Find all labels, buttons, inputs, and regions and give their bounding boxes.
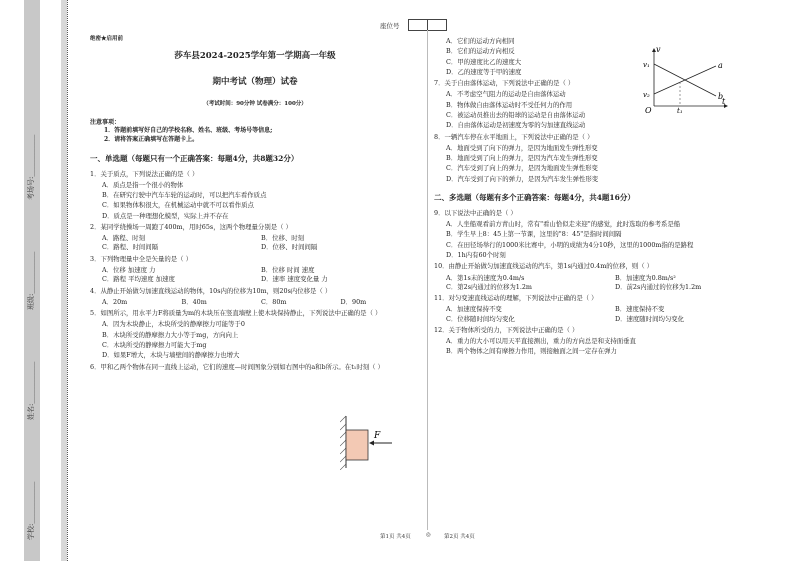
question-12: 12．关于物体所受的力，下列说法中正确的是（ ） — [434, 325, 579, 334]
question-2: 2．某同学绕操场一周跑了400m，用时65s，这两个物理量分别是（ ） — [90, 222, 292, 231]
q5-option-a[interactable]: A．因为木块静止，木块所受的静摩擦力可能等于0 — [102, 320, 245, 329]
q4-option-b[interactable]: B．40m — [181, 297, 207, 306]
force-label: F — [374, 431, 381, 441]
question-10: 10．由静止开始做匀加速直线运动的汽车，第1s内通过0.4m的位移，则（ ） — [434, 262, 654, 271]
q2-option-d[interactable]: D．位移、时间间隔 — [261, 243, 318, 252]
q5-option-c[interactable]: C．木块所受的静摩擦力可能大于mg — [102, 341, 207, 349]
wood-block — [346, 430, 368, 460]
section-2-title: 二、多选题（每题有多个正确答案：每题4分，共4题16分） — [434, 192, 635, 202]
q3-option-c[interactable]: C．路程 平均速度 加速度 — [102, 275, 175, 284]
q2-option-a[interactable]: A．路程、时刻 — [102, 234, 145, 243]
page-left — [90, 36, 420, 374]
q4-option-a[interactable]: A．20m — [102, 297, 128, 306]
q12-option-a[interactable]: A．重力的大小可以用天平直接测出，重力的方向总是和支持面垂直 — [446, 337, 636, 346]
school-field[interactable]: 学校:____________ — [27, 481, 35, 540]
footer-left-page: 第1页 共4页 — [380, 534, 411, 540]
q11-option-b[interactable]: B．速度保持不变 — [615, 305, 665, 314]
q3-option-d[interactable]: D．速率 速度变化量 力 — [261, 275, 328, 284]
binding-cut-line — [67, 0, 68, 561]
wall-hatch — [340, 416, 346, 470]
q6-option-b[interactable]: B．它们的运动方向相反 — [446, 47, 515, 56]
q8-option-c[interactable]: C．汽车受到了向上的弹力，是因为地面发生弹性形变 — [446, 164, 598, 173]
q10-option-c[interactable]: C．第2s内通过的位移为1.2m — [446, 282, 532, 291]
line-b-label: b — [718, 92, 724, 101]
v-axis-label: v — [656, 45, 661, 54]
q7-option-d[interactable]: D．自由落体运动是初速度为零的匀加速直线运动 — [446, 121, 586, 130]
exam-no-field[interactable]: 考场号:____________ — [27, 134, 35, 200]
q7-option-a[interactable]: A．不考虑空气阻力的运动是自由落体运动 — [446, 90, 566, 99]
seat-box[interactable] — [428, 19, 447, 31]
q9-option-a[interactable]: A．人坐船观看前方青山时，常有"看山恰似走来迎"的感觉，此时选取的参考系是船 — [446, 220, 681, 229]
seat-number — [380, 19, 447, 31]
question-5: 5．如图所示，用水平力F将质量为m的木块压在竖直墙壁上使木块保持静止，下列说法中正确的是（ ） — [90, 309, 382, 318]
name-field[interactable]: 姓名:____________ — [27, 361, 35, 420]
q7-option-b[interactable]: B．物体做自由落体运动时不受任何力的作用 — [446, 100, 573, 109]
line-a — [654, 66, 716, 94]
q11-option-a[interactable]: A．加速度保持不变 — [446, 305, 502, 314]
q11-option-d[interactable]: D．速度随时间均匀变化 — [615, 314, 685, 323]
q3-option-a[interactable]: A．位移 加速度 力 — [102, 266, 156, 275]
footer-separator-icon: ◎ — [426, 532, 431, 538]
page-right — [434, 36, 784, 358]
secret-mark: 绝密★启用前 — [90, 36, 124, 42]
q6-option-a[interactable]: A．它们的运动方向相同 — [446, 37, 515, 45]
question-4: 4．从静止开始做匀加速直线运动的物体，10s内的位移为10m，则20s内位移是（ ） — [90, 286, 332, 295]
seat-number-label: 座位号 — [380, 21, 400, 30]
q5-option-d[interactable]: D．如果F增大，木块与墙壁间的静摩擦力也增大 — [102, 351, 240, 360]
v2-label: v₂ — [643, 91, 650, 99]
question-7: 7．关于自由落体运动，下列说法中正确的是（ ） — [434, 79, 575, 88]
q8-option-b[interactable]: B．地面受到了向上的弹力，是因为汽车发生弹性形变 — [446, 154, 598, 163]
q1-option-b[interactable]: B．在研究行驶中汽车车轮的运动时，可以把汽车看作质点 — [102, 191, 267, 200]
q4-option-c[interactable]: C．80m — [261, 297, 287, 306]
section-1-title: 一、单选题（每题只有一个正确答案：每题4分，共8题32分） — [90, 153, 299, 163]
exam-meta: （考试时间：90分钟 试卷满分：100分） — [203, 100, 307, 107]
page-divider — [427, 30, 428, 530]
question-9: 9．以下说法中正确的是（ ） — [434, 208, 517, 217]
question-6: 6．甲和乙两个物体在同一直线上运动，它们的速度—时间图象分别如右图中的a和b所示。在t₁时刻（ ） — [90, 362, 384, 371]
class-field[interactable]: 班级:____________ — [27, 251, 35, 310]
exam-subtitle: 期中考试（物理）试卷 — [212, 77, 298, 88]
q1-option-d[interactable]: D．质点是一种理想化模型，实际上并不存在 — [102, 211, 229, 220]
q8-option-d[interactable]: D．汽车受到了向下的弹力，是因为汽车发生弹性形变 — [446, 174, 599, 183]
question-8: 8．一辆汽车停在水平地面上，下列说法中正确的是（ ） — [434, 132, 594, 141]
t1-label: t₁ — [677, 107, 683, 114]
q6-option-d[interactable]: D．乙的速度等于甲的速度 — [446, 67, 522, 76]
note-item: 1．答题前填写好自己的学校名称、姓名、班级、考场号等信息; — [104, 127, 273, 135]
q9-option-d[interactable]: D．1h内有60个时刻 — [446, 250, 506, 259]
q6-option-c[interactable]: C．甲的速度比乙的速度大 — [446, 57, 522, 66]
q1-option-c[interactable]: C．如果物体积很大，在机械运动中就不可以看作质点 — [102, 201, 254, 210]
q12-option-b[interactable]: B．两个物体之间有摩擦力作用，则接触面之间一定存在弹力 — [446, 347, 617, 356]
q1-option-a[interactable]: A．质点是指一个很小的物体 — [102, 180, 184, 189]
q9-option-c[interactable]: C．在田径场举行的1000米比赛中，小明的成绩为4分10秒，这里的1000m指的是路程 — [446, 240, 694, 249]
q3-option-b[interactable]: B．位移 时间 速度 — [261, 266, 315, 275]
question-3: 3．下列物理量中全是矢量的是（ ） — [90, 254, 192, 263]
q11-option-c[interactable]: C．位移随时间均匀变化 — [446, 314, 515, 323]
q10-option-d[interactable]: D．前2s内通过的位移为1.2m — [615, 282, 702, 291]
q5-figure — [340, 414, 410, 470]
question-11: 11．对匀变速直线运动的理解，下列说法中正确的是（ ） — [434, 294, 598, 303]
seat-box[interactable] — [408, 19, 428, 31]
exam-title: 莎车县2024-2025学年第一学期高一年级 — [174, 50, 336, 61]
origin-label: O — [645, 106, 652, 114]
q10-option-a[interactable]: A．第1s末的速度为0.4m/s — [446, 273, 525, 282]
t-axis-label: t — [722, 97, 726, 106]
force-arrow-head — [369, 441, 374, 446]
footer-right-page: 第2页 共4页 — [444, 534, 475, 540]
q2-option-c[interactable]: C．路程、时间间隔 — [102, 243, 159, 252]
line-a-label: a — [718, 61, 723, 70]
notes-title: 注意事项： — [90, 118, 121, 126]
note-item: 2．请将答案正确填写在答题卡上。 — [104, 135, 199, 143]
binding-strip — [0, 0, 68, 561]
q10-option-b[interactable]: B．加速度为0.8m/s² — [615, 273, 676, 282]
question-1: 1．关于质点，下列说法正确的是（ ） — [90, 169, 199, 178]
q2-option-b[interactable]: B．位移、时刻 — [261, 234, 305, 243]
q8-option-a[interactable]: A．地面受到了向下的弹力，是因为地面发生弹性形变 — [446, 143, 598, 152]
q4-option-d[interactable]: D．90m — [340, 297, 367, 306]
v1-label: v₁ — [643, 61, 650, 69]
q7-option-c[interactable]: C．被运动员推出去的铅球的运动是自由落体运动 — [446, 110, 586, 119]
q9-option-b[interactable]: B．学生早上8：45上第一节课，这里的"8：45"是指时间间隔 — [446, 230, 622, 239]
q5-option-b[interactable]: B．木块所受的静摩擦力大小等于mg，方向向上 — [102, 330, 239, 339]
q6-vt-graph — [640, 44, 730, 114]
